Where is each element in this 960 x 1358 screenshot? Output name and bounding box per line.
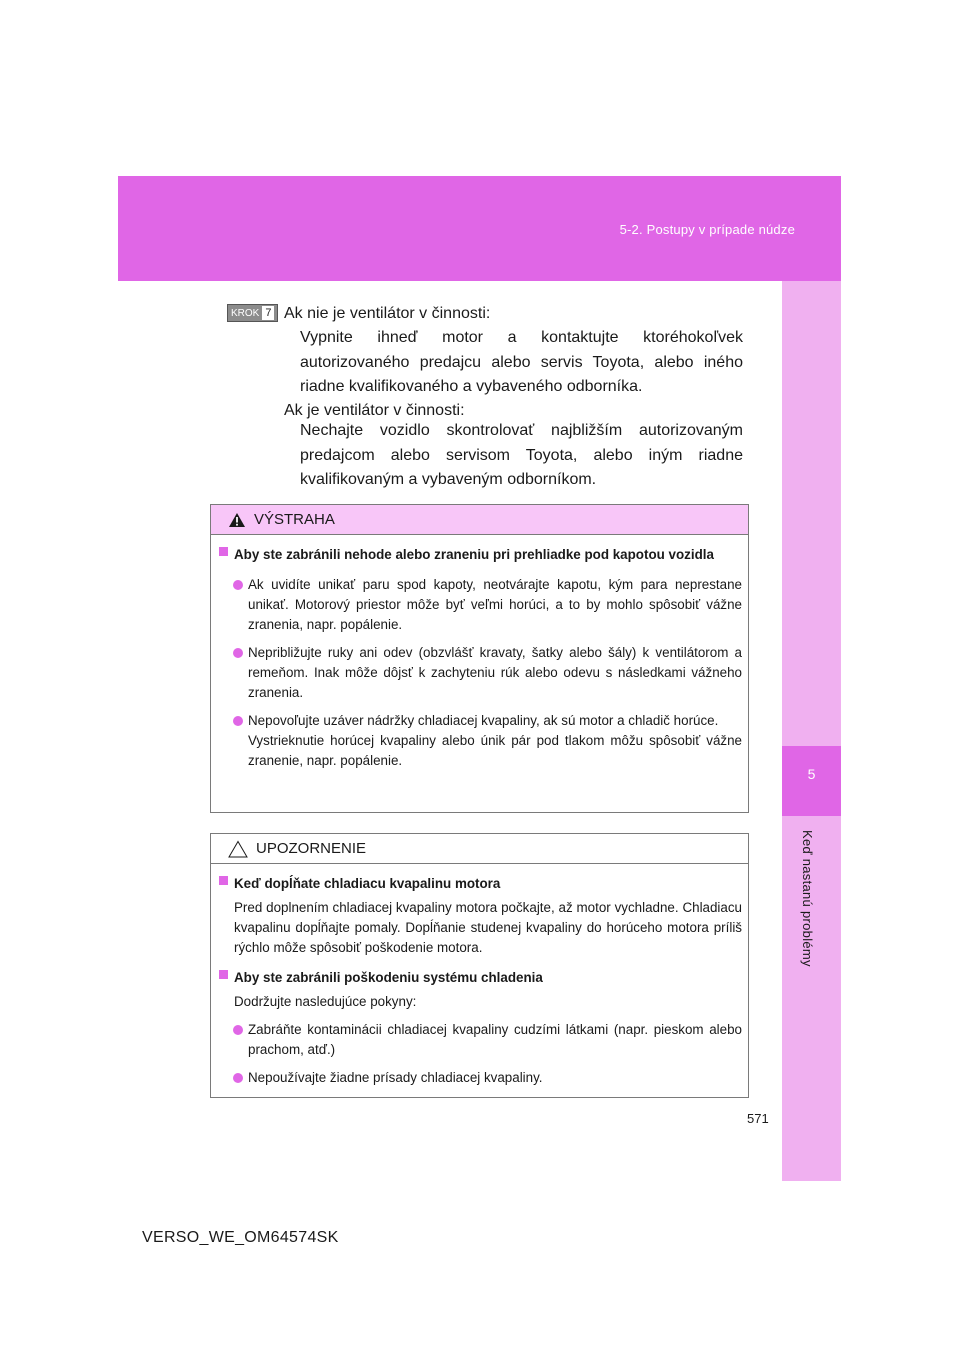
caution-item-2-text: Dodržujte nasledujúce pokyny: (234, 994, 417, 1009)
step-badge (227, 304, 278, 322)
chapter-number-tab (782, 746, 841, 816)
caution-item-2-title: Aby ste zabránili poškodeniu systému chladenia (234, 970, 543, 985)
warning-bullet (217, 575, 742, 635)
step-action-2: Nechajte vozidlo skontrolovať najbližším autorizovaným predajcom alebo servisom Toyota, alebo iným riadne kvalifikovaným a vybaveným odborníkom. (300, 422, 743, 488)
step-condition-2: Ak je ventilátor v činnosti: (284, 402, 465, 419)
document-code: VERSO_WE_OM64574SK (142, 1229, 339, 1246)
caution-triangle-icon (228, 840, 248, 858)
warning-item (217, 545, 742, 565)
chapter-title: Keď nastanú problémy (800, 830, 815, 967)
caution-item-1-title: Keď dopĺňate chladiacu kvapalinu motora (234, 876, 501, 891)
header-band (118, 176, 841, 281)
step-action-1: Vypnite ihneď motor a kontaktujte ktoréhokoľvek autorizovaného predajcu alebo servis Toyota, alebo iného riadne kvalifikovaného a vybaveného odborníka. (300, 329, 743, 395)
chapter-side-tab (782, 281, 841, 1181)
dot-bullet-icon (233, 716, 243, 726)
warning-bullet (217, 711, 742, 771)
warning-triangle-icon (228, 512, 246, 528)
section-title: 5-2. Postupy v prípade núdze (619, 222, 795, 237)
caution-bullet-text: Zabráňte kontaminácii chladiacej kvapaliny cudzími látkami (napr. pieskom alebo prachom, atď.) (248, 1022, 742, 1057)
square-bullet-icon (219, 547, 228, 556)
warning-bullet-text: Ak uvidíte unikať paru spod kapoty, neotvárajte kapotu, kým para neprestane unikať. Motorový priestor môže byť veľmi horúci, a to by mohlo spôsobiť vážne zranenia, napr. popálenie. (248, 577, 742, 632)
caution-header (211, 834, 748, 864)
dot-bullet-icon (233, 1025, 243, 1035)
caution-item-1-text: Pred doplnením chladiacej kvapaliny motora počkajte, až motor vychladne. Chladiacu kvapalinu dopĺňajte pomaly. Dopĺňanie studenej kvapaliny do horúceho motora príliš rýchlo môže spôsobiť poškodenie motora. (234, 900, 742, 955)
caution-bullet-text: Nepoužívajte žiadne prísady chladiacej kvapaliny. (248, 1070, 543, 1085)
warning-header (211, 505, 748, 535)
step-condition-1: Ak nie je ventilátor v činnosti: (284, 305, 491, 322)
caution-box (210, 833, 749, 1098)
warning-bullet (217, 643, 742, 703)
warning-item-title: Aby ste zabránili nehode alebo zraneniu pri prehliadke pod kapotou vozidla (234, 547, 714, 562)
step-badge-number: 7 (262, 306, 274, 320)
chapter-number: 5 (807, 766, 816, 782)
caution-bullet (217, 1020, 742, 1060)
dot-bullet-icon (233, 1073, 243, 1083)
dot-bullet-icon (233, 648, 243, 658)
warning-title: VÝSTRAHA (254, 511, 335, 528)
warning-bullet-text: Nepribližujte ruky ani odev (obzvlášť kravaty, šatky alebo šály) k ventilátorom a remeňom. Inak môže dôjsť k zachyteniu rúk alebo odevu s následkami vážneho zranenia. (248, 645, 742, 700)
caution-title: UPOZORNENIE (256, 840, 367, 857)
square-bullet-icon (219, 876, 228, 885)
warning-bullet-text: Nepovoľujte uzáver nádržky chladiacej kvapaliny, ak sú motor a chladič horúce. (248, 713, 719, 728)
warning-bullet-extra: Vystrieknutie horúcej kvapaliny alebo únik pár pod tlakom môžu spôsobiť vážne zranenie, napr. popálenie. (248, 733, 742, 768)
square-bullet-icon (219, 970, 228, 979)
caution-item-2 (217, 968, 742, 988)
dot-bullet-icon (233, 580, 243, 590)
caution-item-1 (217, 874, 742, 894)
step-badge-label: KROK (231, 307, 260, 319)
page-number: 571 (747, 1111, 769, 1126)
warning-box (210, 504, 749, 813)
caution-bullet (217, 1068, 742, 1088)
